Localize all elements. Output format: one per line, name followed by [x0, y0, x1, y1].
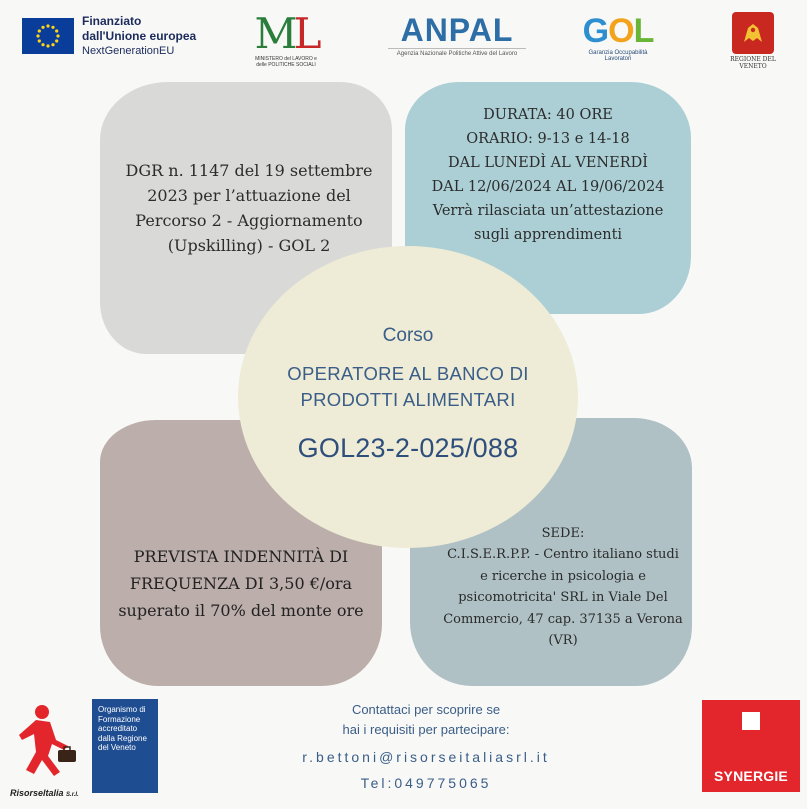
gol-caption: Garanzia Occupabilità Lavoratori [588, 50, 648, 62]
contacts-line-2: hai i requisiti per partecipare: [342, 722, 510, 737]
contacts-block [250, 700, 602, 794]
risorse-brand: Risorseltalia [10, 788, 64, 798]
risorse-italia-logo [6, 700, 86, 800]
contact-email-link[interactable]: r.bettoni@risorseitaliasrl.it [302, 749, 550, 765]
organismo-formazione-badge [92, 699, 158, 793]
ministero-mark-l: L [293, 9, 318, 58]
gol-letter-g: G [582, 12, 609, 50]
synergie-name: SYNERGIE [714, 768, 788, 784]
sede-text: C.I.S.E.R.P.P. - Centro italiano studi e ricerche in psicologia e psicomotricita' SRL in Viale Del Commercio, 47 cap. 37135 a Verona (VR) [443, 547, 683, 648]
regione-caption: REGIONE DEL VENETO [730, 56, 776, 70]
risorse-suffix: S.r.l. [66, 792, 79, 798]
ministero-lavoro-logo [250, 9, 322, 72]
gol-letter-l: L [633, 12, 654, 50]
running-man-icon [6, 700, 86, 788]
anpal-caption: Agenzia Nazionale Politiche Attive del Lavoro [388, 48, 526, 57]
sede-label: SEDE: [541, 525, 585, 541]
anpal-logo [388, 12, 526, 62]
eu-flag-logo [22, 18, 74, 54]
gol-letter-o: O [608, 12, 634, 50]
course-code: GOL23-2-025/088 [297, 432, 519, 463]
eu-line-3: NextGenerationEU [82, 45, 175, 57]
gol-logo [576, 12, 660, 62]
organismo-text: Organismo di Formazione accreditato dalla Regione del Veneto [98, 705, 147, 752]
course-circle [238, 246, 578, 548]
synergie-square-icon [742, 712, 760, 730]
ministero-caption: MINISTERO del LAVORO e delle POLITICHE SOCIALI [255, 56, 317, 68]
date-text: DAL 12/06/2024 AL 19/06/2024 [431, 179, 665, 195]
contacts-line-1: Contattaci per scoprire se [351, 702, 501, 717]
indennita-text: PREVISTA INDENNITÀ DI FREQUENZA DI 3,50 €/ora superato il 70% del monte ore [118, 546, 364, 620]
eu-stars-icon [22, 18, 74, 54]
eu-funding-text [82, 14, 196, 59]
contact-phone-link[interactable]: Tel:049775065 [360, 775, 492, 791]
dgr-text: DGR n. 1147 del 19 settembre 2023 per l’attuazione del Percorso 2 - Aggiornamento (Upskilling) - GOL 2 [125, 161, 373, 255]
eu-line-2: dall'Unione europea [82, 29, 197, 43]
regione-veneto-logo [722, 12, 784, 70]
orario-text: ORARIO: 9-13 e 14-18 [466, 131, 630, 147]
course-label: Corso [382, 324, 434, 346]
attestazione-text: Verrà rilasciata un’attestazione sugli apprendimenti [432, 203, 664, 243]
synergie-logo [702, 700, 800, 792]
lion-crest-icon [732, 12, 774, 54]
eu-line-1: Finanziato [82, 14, 142, 28]
ministero-mark-m: M [254, 9, 294, 58]
course-title-line-2: PRODOTTI ALIMENTARI [300, 388, 516, 410]
course-title-line-1: OPERATORE AL BANCO DI [287, 362, 529, 384]
durata-text: DURATA: 40 ORE [483, 107, 613, 123]
giorni-text: DAL LUNEDÌ AL VENERDÌ [448, 155, 648, 171]
anpal-name: ANPAL [400, 12, 514, 48]
